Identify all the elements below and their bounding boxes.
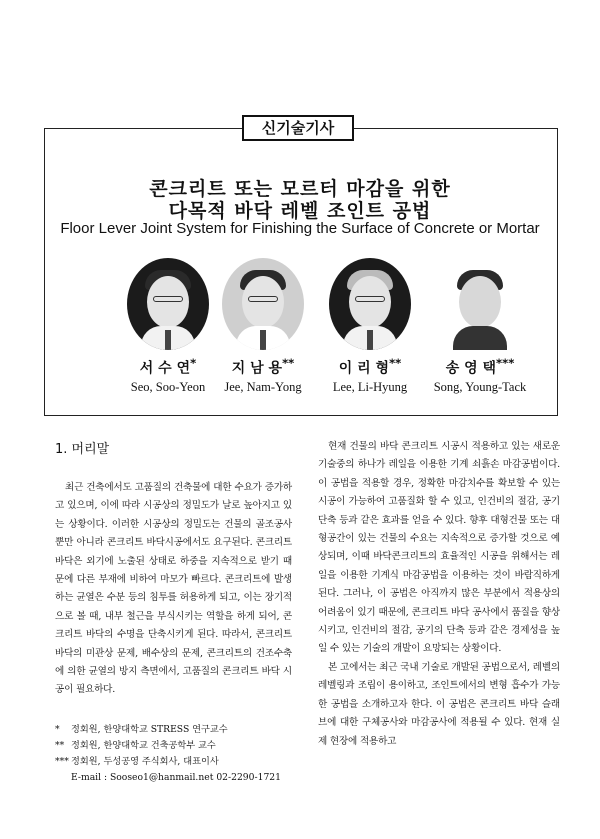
footnotes	[55, 722, 300, 786]
author-name-ko: 이 리 형	[338, 360, 390, 377]
title-english: Floor Lever Joint System for Finishing the Surface of Concrete or Mortar	[60, 220, 540, 237]
right-column	[318, 438, 560, 751]
section-tag: 신기술기사	[242, 115, 354, 141]
footnote-text: 정회원, 두성공영 주식회사, 대표이사	[71, 756, 219, 767]
author-name-en: Lee, Li-Hyung	[332, 379, 408, 394]
title-korean-line1: 콘크리트 또는 모르터 마감을 위한	[149, 178, 451, 200]
footnote-email	[55, 770, 300, 786]
footnote	[55, 754, 300, 770]
footnote-text: 정회원, 한양대학교 건축공학부 교수	[71, 740, 216, 751]
author-3	[315, 258, 425, 395]
footnote	[55, 738, 300, 754]
author-photo	[439, 258, 521, 350]
footnote-text: E-mail : Sooseo1@hanmail.net 02-2290-1721	[71, 772, 281, 783]
author-name-en: Jee, Nam-Yong	[224, 379, 302, 394]
author-2	[208, 258, 318, 395]
body-paragraph: 최근 건축에서도 고품질의 건축물에 대한 수요가 증가하고 있으며, 이에 따라 시공상의 정밀도가 날로 높아지고 있는 상황이다. 이러한 시공상의 정밀도는 건물의 골조공사 뿐만 아니라 콘크리트 바닥시공에서도 요구된다. 콘크리트 바닥은 외기에 노출된 상태로 하중을 지속적으로 받기 때문에 다른 부재에 비하여 마모가 빠르다. 콘크리트에 발생하는 균열은 수분 등의 침투를 허용하게 되고, 이는 장기적으로 볼 때, 내부 철근을 부식시키는 역할을 하게 되어, 콘크리트 바닥의 수명을 단축시키게 된다. 따라서, 콘크리트바닥의 미관상 문제, 배수상의 문제, 콘크리트의 건조수축에 의한 균열의 방지 측면에서, 고품질의 콘크리트 바닥 시공이 필요하다.	[55, 482, 292, 696]
author-4	[425, 258, 535, 395]
footnote-mark: ***	[55, 756, 69, 767]
author-name-ko: 송 영 택	[445, 360, 497, 377]
left-column	[55, 438, 292, 700]
author-name-en: Song, Young-Tack	[433, 379, 527, 394]
author-name-ko: 서 수 연	[139, 360, 191, 377]
author-mark: *	[190, 356, 197, 370]
author-photo	[329, 258, 411, 350]
author-mark: **	[282, 356, 295, 370]
author-name-ko: 지 남 용	[231, 360, 283, 377]
section-heading: 1. 머리말	[55, 442, 110, 457]
body-paragraph: 현재 건물의 바닥 콘크리트 시공시 적용하고 있는 새로운 기술중의 하나가 레일을 이용한 기계 쇠흙손 마감공법이다. 이 공법을 적용할 경우, 정확한 마감치수를 확보할 수 있는 시공이 가능하여 고품질화 할 수 있고, 인건비의 절감, 공기단축 등과 같은 효과를 얻을 수 있다. 향후 대형건물 또는 대형공간이 있는 건물의 수요는 지속적으로 증가할 것으로 예상되며, 이때 바닥콘크리트의 효율적인 시공을 위해서는 레일을 이용한 기계식 마감공법을 이용하는 것이 바람직하게 된다. 그러나, 이 공법은 아직까지 많은 부분에서 적용상의 어려움이 있기 때문에, 콘크리트 바닥 공사에서 품질을 향상시키고, 인건비의 절감, 공기의 단축 등과 같은 경제성을 높일 수 있는 기술의 개발이 요망되는 상황이다.	[318, 441, 560, 655]
footnote	[55, 722, 300, 738]
footnote-mark: *	[55, 724, 60, 735]
body-paragraph: 본 고에서는 최근 국내 기술로 개발된 공법으로서, 레벨의 레벨링과 조립이 용이하고, 조인트에서의 변형 흡수가 가능한 공법을 소개하고자 한다. 이 공법은 콘크리트 바닥 슬래브에 대한 구체공사와 마감공사에 적용될 수 있다. 현재 실제 현장에 적용하고	[318, 661, 560, 747]
author-1	[113, 258, 223, 395]
author-photo	[222, 258, 304, 350]
footnote-mark: **	[55, 740, 65, 751]
author-mark: **	[389, 356, 402, 370]
author-mark: ***	[496, 356, 515, 370]
author-photo	[127, 258, 209, 350]
title-korean-line2: 다목적 바닥 레벨 조인트 공법	[168, 200, 432, 222]
footnote-text: 정회원, 한양대학교 STRESS 연구교수	[71, 724, 228, 735]
author-name-en: Seo, Soo-Yeon	[130, 379, 206, 394]
